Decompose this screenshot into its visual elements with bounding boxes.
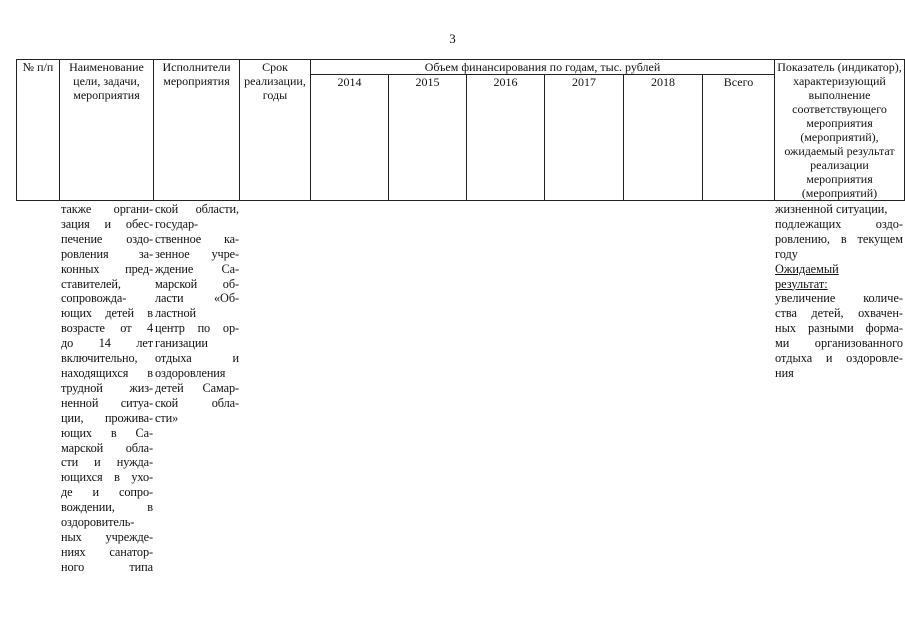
text-line: отдыха и	[155, 351, 239, 366]
text-line: ниях санатор-	[61, 544, 153, 559]
expected-result-label: Ожидаемый	[775, 261, 839, 276]
text-line: ственное ка-	[155, 231, 239, 246]
text-line: ждение Са-	[155, 261, 239, 276]
text-line: включительно,	[61, 351, 138, 366]
text-line: оздоровитель-	[61, 515, 135, 530]
text-line: зация и обес-	[61, 216, 153, 231]
expected-result-label: результат:	[775, 276, 828, 291]
text-line: ющихся в ухо-	[61, 470, 153, 485]
text-line: отдыха и оздоровле-	[775, 351, 903, 366]
text-line: ции, прожива-	[61, 410, 153, 425]
text-line: ставителей,	[61, 276, 121, 291]
program-table-header	[16, 59, 905, 201]
text-line: марской обла-	[61, 440, 153, 455]
text-line: ных разными форма-	[775, 321, 903, 336]
text-line: возрасте от 4	[61, 321, 153, 336]
text-line: сти и нужда-	[61, 455, 153, 470]
text-line: увеличение количе-	[775, 291, 903, 306]
text-line: зенное учре-	[155, 246, 239, 261]
text-line: конных пред-	[61, 261, 153, 276]
header-indicator: Показатель (индикатор), характеризующий выполнение соответствующего мероприятия (мероприятий), ожидаемый результат реализации мероприятия (мероприятий)	[775, 60, 905, 201]
header-year: 2015	[389, 75, 467, 201]
header-year: 2016	[467, 75, 545, 201]
header-year: 2017	[545, 75, 624, 201]
text-line: жизненной ситуации,	[775, 202, 888, 216]
text-line: ния	[775, 365, 794, 380]
header-name: Наименование цели, задачи, мероприятия	[60, 60, 154, 201]
header-financing: Объем финансирования по годам, тыс. рублей	[311, 60, 775, 75]
text-line: де и сопро-	[61, 485, 153, 500]
text-line: ганизации	[155, 336, 208, 351]
header-total: Всего	[703, 75, 775, 201]
text-line: государ-	[155, 216, 199, 231]
text-line: ных учрежде-	[61, 529, 153, 544]
text-line: также органи-	[61, 202, 153, 216]
text-line: центр по ор-	[155, 321, 239, 336]
text-line: ми организованного	[775, 336, 903, 351]
executor-column-text	[155, 202, 239, 426]
text-line: марской об-	[155, 276, 239, 291]
text-line: находящихся в	[61, 365, 153, 380]
header-num: № п/п	[17, 60, 60, 201]
text-line: ровления за-	[61, 246, 153, 261]
text-line: вождении, в	[61, 500, 153, 515]
header-year: 2018	[624, 75, 703, 201]
text-line: сти»	[155, 410, 179, 425]
text-line: ства детей, охвачен-	[775, 306, 903, 321]
text-line: до 14 лет	[61, 336, 153, 351]
text-line: ного типа	[61, 559, 153, 574]
text-line: печение оздо-	[61, 231, 153, 246]
page-number: 3	[449, 31, 456, 46]
text-line: ющих в Са-	[61, 425, 153, 440]
text-line: году	[775, 246, 798, 261]
indicator-column-text	[775, 202, 903, 381]
text-line: детей Самар-	[155, 380, 239, 395]
text-line: ской области,	[155, 202, 239, 216]
header-year: 2014	[311, 75, 389, 201]
text-line: ластной	[155, 306, 197, 321]
text-line: сопровожда-	[61, 291, 127, 306]
text-line: ющих детей в	[61, 306, 153, 321]
header-term: Срок реализации, годы	[240, 60, 311, 201]
text-line: подлежащих оздо-	[775, 216, 903, 231]
text-line: оздоровления	[155, 365, 226, 380]
name-column-text	[61, 202, 153, 575]
text-line: ровлению, в текущем	[775, 231, 903, 246]
header-executors: Исполнители мероприятия	[154, 60, 240, 201]
text-line: трудной жиз-	[61, 380, 153, 395]
text-line: ской обла-	[155, 395, 239, 410]
text-line: ненной ситуа-	[61, 395, 153, 410]
text-line: ласти «Об-	[155, 291, 239, 306]
